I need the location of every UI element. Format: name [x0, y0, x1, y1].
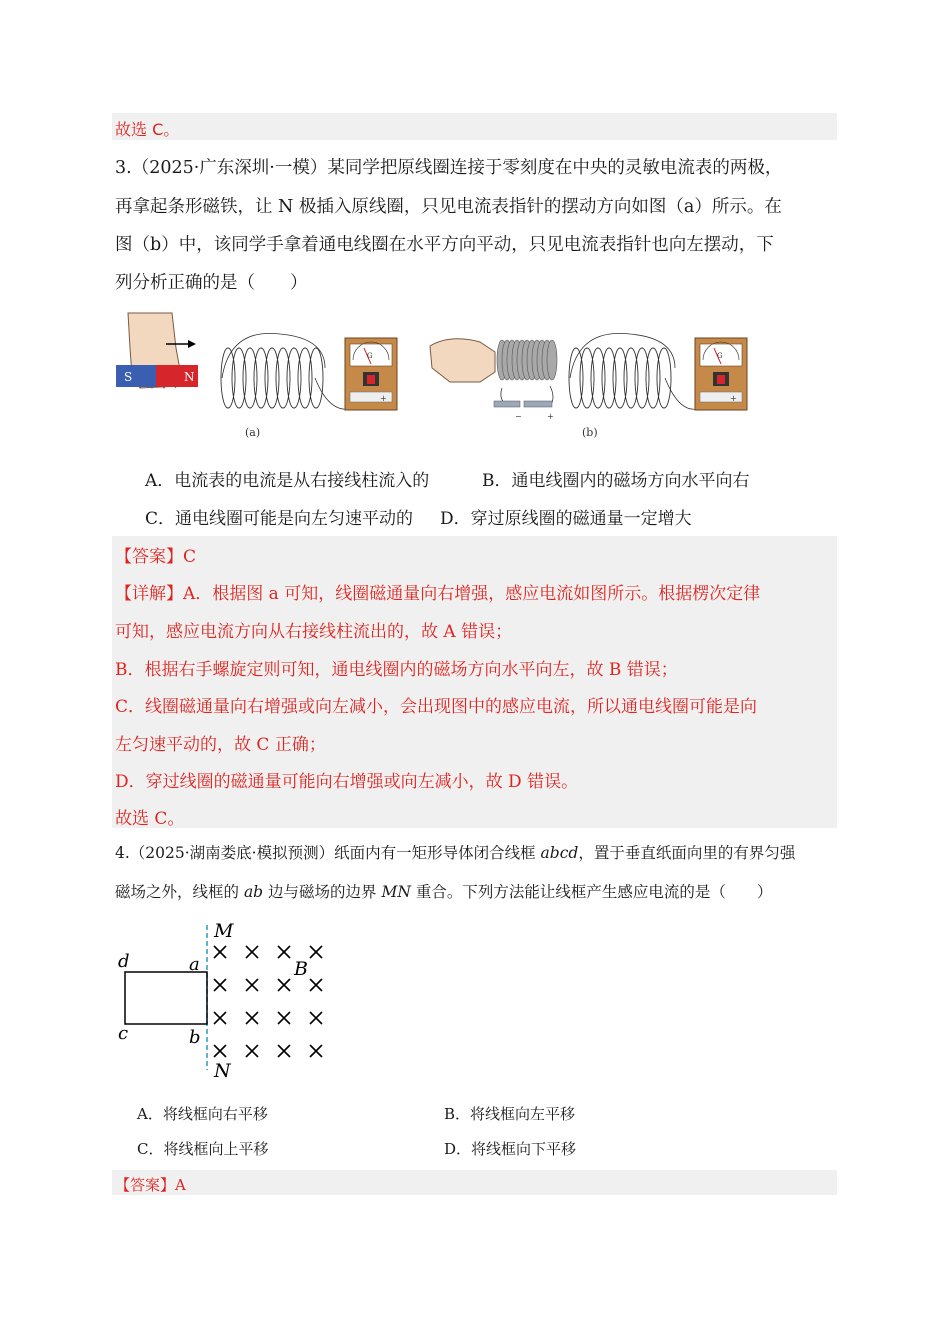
answer-shade-q4: [112, 1170, 837, 1195]
coil-turn: [624, 348, 638, 408]
label-b: b: [189, 1027, 201, 1048]
q3-option-b: B．通电线圈内的磁场方向水平向右: [482, 471, 750, 491]
q3-answer: 【答案】C: [115, 547, 197, 567]
hand-illustration-b: [430, 339, 495, 382]
prev-conclusion: 故选 C。: [115, 120, 180, 139]
q3-stem-line-4: 列分析正确的是（ ）: [115, 273, 308, 293]
q4-stem-line-1: 4.（2025·湖南娄底·模拟预测）纸面内有一矩形导体闭合线框 abcd，置于垂直纸面向里的有界匀强: [115, 844, 796, 862]
field-cross: [310, 979, 322, 991]
galvanometer-b-g: G: [717, 352, 723, 360]
q4-option-c: C．将线框向上平移: [137, 1140, 269, 1158]
figure-label-b: (b): [582, 426, 598, 439]
q4-option-d: D．将线框向下平移: [444, 1140, 577, 1158]
field-cross: [246, 1045, 258, 1057]
label-n: N: [214, 1060, 231, 1082]
q3-stem-line-2: 再拿起条形磁铁，让 N 极插入原线圈，只见电流表指针的摆动方向如图（a）所示。在: [115, 197, 782, 217]
q3-detail-line-4: C．线圈磁通量向右增强或向左减小，会出现图中的感应电流，所以通电线圈可能是向: [115, 697, 758, 717]
var-ab: ab: [243, 883, 264, 901]
field-cross: [310, 1012, 322, 1024]
field-cross: [278, 946, 290, 958]
field-cross: [310, 946, 322, 958]
field-cross: [310, 1045, 322, 1057]
answer-shade-top: [112, 113, 837, 140]
q3-detail-line-2: 可知，感应电流方向从右接线柱流出的，故 A 错误；: [115, 622, 513, 642]
q3-stem-line-1: 3.（2025·广东深圳·一模）某同学把原线圈连接于零刻度在中央的灵敏电流表的两极，: [115, 158, 783, 178]
galvanometer-b-plus: +: [730, 394, 737, 403]
label-d: d: [118, 951, 130, 972]
galvanometer-a: [345, 338, 397, 410]
field-cross: [214, 1045, 226, 1057]
coil-turn: [646, 348, 660, 408]
coil-turn: [657, 348, 671, 408]
coil-turn: [635, 348, 649, 408]
field-cross: [246, 979, 258, 991]
battery-plus: +: [547, 412, 554, 421]
field-cross: [214, 1012, 226, 1024]
magnet-n-label: N: [184, 370, 195, 384]
coil-turn: [265, 348, 279, 408]
q3-detail-line-6: D．穿过线圈的磁通量可能向右增强或向左减小，故 D 错误。: [115, 772, 579, 792]
coil-turn: [569, 348, 583, 408]
label-b-field: B: [294, 958, 308, 980]
field-cross: [278, 1045, 290, 1057]
q3-detail-line-3: B．根据右手螺旋定则可知，通电线圈内的磁场方向水平向左，故 B 错误；: [115, 660, 678, 680]
field-cross: [214, 979, 226, 991]
label-m: M: [214, 920, 234, 942]
q3-conclusion: 故选 C。: [115, 809, 185, 829]
q3-detail-line-5: 左匀速平动的，故 C 正确；: [115, 735, 326, 755]
field-cross: [246, 1012, 258, 1024]
coil-turn: [580, 348, 594, 408]
coil-turn: [298, 348, 312, 408]
battery-switch-b: [494, 386, 554, 421]
primary-coil-a: [221, 348, 323, 408]
q4-option-b: B．将线框向左平移: [444, 1105, 576, 1123]
coil-turn: [591, 348, 605, 408]
q4-option-a: A．将线框向右平移: [137, 1105, 268, 1123]
q3-figure: [110, 308, 820, 448]
field-cross: [278, 979, 290, 991]
q4-answer: 【答案】A: [115, 1176, 186, 1194]
coil-turn: [613, 348, 627, 408]
battery-minus: −: [515, 412, 522, 421]
coil-turn: [309, 348, 323, 408]
q4-figure: [110, 915, 350, 1085]
q3-option-a: A．电流表的电流是从右接线柱流入的: [145, 471, 430, 491]
bar-magnet-a: [116, 365, 198, 387]
wire-frame-abcd: [125, 972, 207, 1024]
coil-turn: [232, 348, 246, 408]
q3-option-c: C．通电线圈可能是向左匀速平动的: [145, 509, 414, 529]
galvanometer-a-g: G: [367, 352, 373, 360]
coil-turn: [602, 348, 616, 408]
coil-turn: [287, 348, 301, 408]
coil-turn: [243, 348, 257, 408]
magnet-s-label: S: [124, 370, 133, 384]
var-abcd: abcd: [540, 844, 579, 862]
field-cross: [278, 1012, 290, 1024]
field-cross: [214, 946, 226, 958]
energised-coil-b: [497, 340, 557, 380]
coil-turn: [254, 348, 268, 408]
var-mn: MN: [381, 883, 411, 901]
q3-detail-line-1: 【详解】A．根据图 a 可知，线圈磁通量向右增强，感应电流如图所示。根据楞次定律: [115, 584, 761, 604]
q3-stem-line-3: 图（b）中，该同学手拿着通电线圈在水平方向平动，只见电流表指针也向左摆动，下: [115, 235, 774, 255]
galvanometer-a-plus: +: [380, 394, 387, 403]
galvanometer-b: [695, 338, 747, 410]
q3-option-d: D．穿过原线圈的磁通量一定增大: [440, 509, 692, 529]
coil-turn: [276, 348, 290, 408]
primary-coil-b: [569, 348, 671, 408]
field-cross: [246, 946, 258, 958]
q4-stem-line-2: 磁场之外，线框的 ab 边与磁场的边界 MN 重合。下列方法能让线框产生感应电流的是（ ）: [115, 883, 773, 901]
coil-turn: [547, 340, 557, 380]
label-c: c: [118, 1023, 129, 1044]
label-a: a: [189, 954, 200, 975]
figure-label-a: (a): [245, 426, 261, 439]
